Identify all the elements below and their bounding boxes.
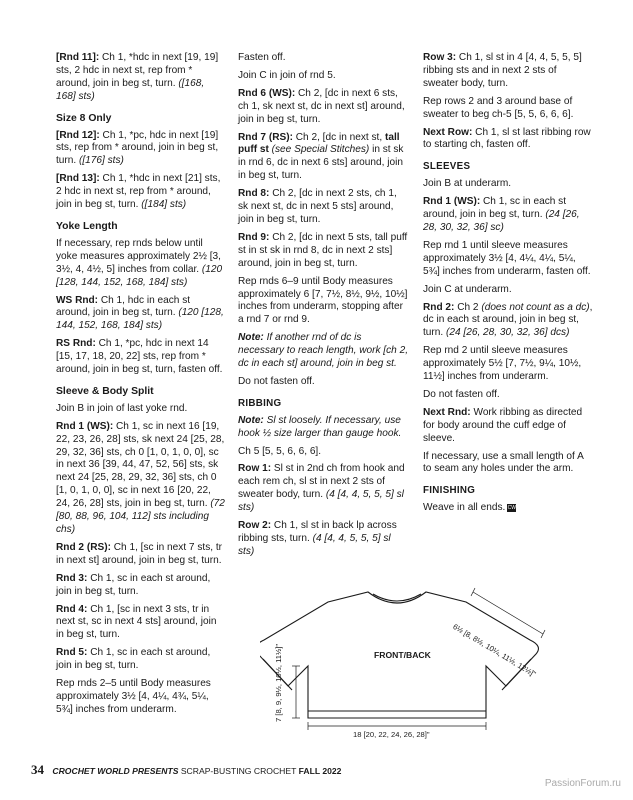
rnd-7: Rnd 7 (RS): Ch 2, [dc in next st, tall puff st (see Special Stitches) in st sk in rnd 6, dc in next 6 sts] around, join in beg st, turn. — [238, 131, 404, 182]
watermark: PassionForum.ru — [544, 778, 621, 789]
rnd-12: [Rnd 12]: Ch 1, *pc, hdc in next [19] sts, rep from * around, join in beg st, turn. ([176] sts) — [56, 129, 219, 167]
sleeve-repeat-1: Rep rnd 1 until sleeve measures approximately 3½ [4, 4¼, 4¼, 5¼, 5¾] inches from underarm, fasten off. — [423, 239, 591, 277]
sleeve-do-not-fasten: Do not fasten off. — [423, 388, 500, 400]
column-2 — [238, 52, 408, 564]
ribbing-row-2: Row 2: Ch 1, sl st in back lp across ribbing sts, turn. (4 [4, 4, 5, 5, 5] sl sts) — [238, 520, 397, 557]
sleeve-dimension-label: 6½ [8, 8½, 10¼, 11½, 12½]" — [451, 622, 538, 679]
body-rnd-5: Rnd 5: Ch 1, sc in each st around, join in beg st, turn. — [56, 647, 211, 672]
rnd-6: Rnd 6 (WS): Ch 2, [dc in next 6 sts, ch 1, sk next st, dc in next st] around, join in beg st, turn. — [238, 87, 405, 125]
body-rnd-1: Rnd 1 (WS): Ch 1, sc in next 16 [19, 22, 23, 26, 28] sts, sk next 24 [25, 28, 29, 32, 36] sts, ch 0 [1, 0, 1, 0, 0], sc in next 36 [39, 44, 47, 52, 56] sts, sk next 24 [25, 28, 29, 32, 36] sts, ch 0 [1, 0, 1, 0, 0], sc in next 16 [20, 22, 24, 26, 28] sts, join in beg st, turn. (72 [80, 88, 96, 104, 112] sts including chs) — [56, 420, 225, 535]
rnd-13: [Rnd 13]: Ch 1, *hdc in next [21] sts, 2 hdc in next st, rep from * around, join in beg st, turn. ([184] sts) — [56, 173, 221, 211]
collar-inner — [373, 594, 421, 601]
rnd-9: Rnd 9: Ch 2, [dc in next 5 sts, tall puff st in st sk in rnd 8, dc in next 2 sts] around, join in beg st, turn. — [238, 231, 408, 269]
sleeve-body-split-heading: Sleeve & Body Split — [56, 385, 154, 397]
rnd-8: Rnd 8: Ch 2, [dc in next 2 sts, ch 1, sk next st, dc in next 5 sts] around, join in beg st, turn. — [238, 188, 397, 225]
repeat-rows-2-3: Rep rows 2 and 3 around base of sweater to beg ch-5 [5, 5, 6, 6, 6]. — [423, 95, 574, 120]
join-b-underarm: Join B at underarm. — [423, 178, 512, 190]
column-3 — [423, 52, 593, 520]
size-8-heading: Size 8 Only — [56, 112, 112, 124]
sleeve-rnd-1: Rnd 1 (WS): Ch 1, sc in each st around, join in beg st, turn. (24 [26, 28, 30, 32, 36] sc) — [423, 196, 580, 233]
do-not-fasten: Do not fasten off. — [238, 375, 315, 387]
width-dimension-label: 18 [20, 22, 24, 26, 28]" — [353, 730, 430, 739]
dc-note: Note: If another rnd of dc is necessary to reach length, work [ch 2, dc in each st] around, join in beg st. — [238, 332, 408, 370]
rnd-11: [Rnd 11]: Ch 1, *hdc in next [19, 19] sts, 2 hdc in next st, rep from * around, join in beg st, turn. ([168, 168] sts) — [56, 52, 219, 102]
publication-name: CROCHET WORLD PRESENTS — [52, 766, 179, 776]
sleeves-heading: SLEEVES — [423, 161, 471, 173]
body-label: FRONT/BACK — [374, 650, 431, 660]
ribbing-chain: Ch 5 [5, 5, 6, 6, 6]. — [238, 445, 322, 457]
join-c: Join C in join of rnd 5. — [238, 69, 336, 81]
page-footer — [31, 762, 341, 778]
ribbing-row-1: Row 1: Sl st in 2nd ch from hook and each rem ch, sl st in next 2 sts of sweater body, turn. (4 [4, 4, 5, 5, 5] sl sts) — [238, 463, 405, 514]
issue-name: SCRAP-BUSTING CROCHET FALL 2022 — [180, 766, 342, 776]
yoke-length-heading: Yoke Length — [56, 220, 118, 232]
repeat-rnds-6-9: Rep rnds 6–9 until Body measures approximately 6 [7, 7½, 8½, 9½, 10½] inches from underarm, stopping after a rnd 7 or rnd 9. — [238, 275, 408, 326]
end-mark-icon: CW — [507, 504, 516, 511]
sweater-schematic — [260, 578, 590, 738]
page-number: 34 — [31, 762, 44, 777]
seam-note: If necessary, use a small length of A to seam any holes under the arm. — [423, 450, 584, 475]
fasten-off: Fasten off. — [238, 52, 286, 63]
ribbing-note: Note: Sl st loosely. If necessary, use hook ½ size larger than gauge hook. — [238, 414, 402, 439]
sleeve-rnd-2: Rnd 2: Ch 2 (does not count as a dc), dc in each st around, join in beg st, turn. (24 [26, 28, 30, 32, 36] dcs) — [423, 301, 593, 339]
sleeve-repeat-2: Rep rnd 2 until sleeve measures approximately 5½ [7, 7½, 9¼, 10½, 11½] inches from underarm. — [423, 345, 582, 383]
next-row: Next Row: Ch 1, sl st last ribbing row to starting ch, fasten off. — [423, 126, 591, 151]
finishing-heading: FINISHING — [423, 485, 476, 497]
body-rnd-4: Rnd 4: Ch 1, [sc in next 3 sts, tr in next st, sc in next 4 sts] around, join in beg st, turn. — [56, 603, 217, 641]
yoke-instructions: If necessary, rep rnds below until yoke measures approximately 2½ [3, 3½, 4, 4½, 5] inches from collar. (120 [128, 144, 152, 168, 184] sts) — [56, 237, 223, 288]
ribbing-heading: RIBBING — [238, 397, 282, 409]
weave-in: Weave in all ends. CW — [423, 502, 516, 514]
rs-rnd: RS Rnd: Ch 1, *pc, hdc in next 14 [15, 17, 18, 20, 22] sts, rep from * around, join in beg st, turn, fasten off. — [56, 338, 223, 376]
column-1 — [56, 52, 226, 722]
body-rnd-3: Rnd 3: Ch 1, sc in each st around, join in beg st, turn. — [56, 572, 211, 597]
ribbing-row-3: Row 3: Ch 1, sl st in 4 [4, 4, 5, 5, 5] ribbing sts and in next 2 sts of sweater body, turn. — [423, 52, 582, 89]
ws-rnd: WS Rnd: Ch 1, hdc in each st around, join in beg st, turn. (120 [128, 144, 152, 168, 184] sts) — [56, 294, 224, 332]
height-dimension-label: 7 [8, 9, 9½, 10½, 11½]" — [274, 643, 283, 722]
split-intro: Join B in join of last yoke rnd. — [56, 402, 188, 414]
body-rnd-2: Rnd 2 (RS): Ch 1, [sc in next 7 sts, tr in next st] around, join in beg st, turn. — [56, 541, 223, 566]
repeat-rnds-2-5: Rep rnds 2–5 until Body measures approximately 3½ [4, 4¼, 4¾, 5¼, 5¾] inches from underarm. — [56, 678, 211, 715]
join-c-underarm: Join C at underarm. — [423, 283, 512, 295]
next-rnd: Next Rnd: Work ribbing as directed for body around the cuff edge of sleeve. — [423, 406, 583, 444]
